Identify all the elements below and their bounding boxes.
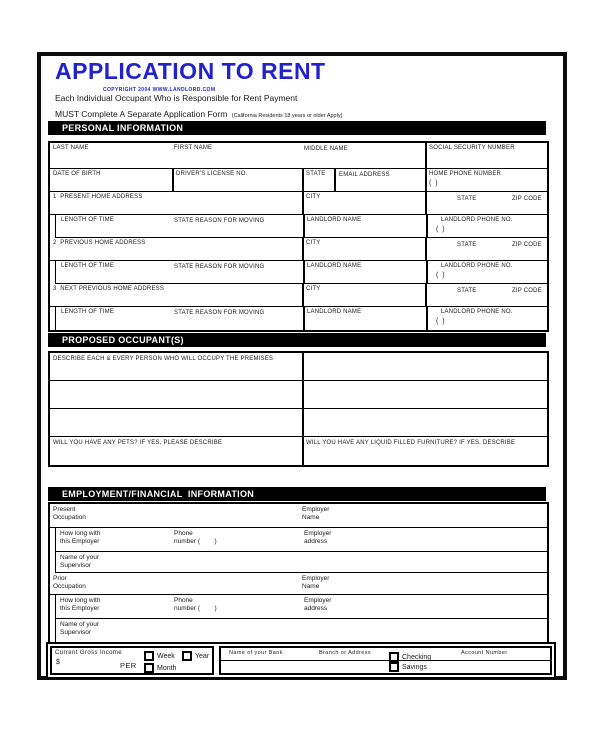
intro-line-2-text: MUST Complete A Separate Application Form — [55, 109, 228, 119]
divider — [425, 192, 427, 214]
checking-label: Checking — [402, 653, 432, 661]
home-phone-label: HOME PHONE NUMBER — [429, 171, 502, 177]
state-label: STATE — [457, 288, 477, 294]
month-checkbox[interactable] — [144, 663, 154, 673]
address-1-label: 1 PRESENT HOME ADDRESS — [53, 194, 143, 200]
reason-moving-label: STATE REASON FOR MOVING — [174, 310, 265, 316]
zip-label: ZIP CODE — [512, 196, 542, 202]
row-identity — [50, 169, 547, 192]
landlord-name-label: LANDLORD NAME — [307, 217, 362, 223]
divider — [172, 169, 174, 191]
landlord-phone-label: LANDLORD PHONE NO. — [441, 309, 513, 315]
supervisor-row-2 — [55, 619, 547, 642]
divider — [303, 307, 305, 330]
city-label: CITY — [306, 286, 321, 292]
savings-label: Savings — [402, 663, 427, 671]
gross-income-box — [50, 646, 214, 675]
section-personal-information: PERSONAL INFORMATION — [48, 121, 546, 135]
divider — [302, 192, 304, 214]
row-address-2 — [50, 238, 547, 261]
divider — [302, 353, 304, 380]
row-length-3 — [55, 307, 547, 330]
week-label: Week — [157, 652, 175, 660]
employer-address-label: Employer address — [304, 530, 332, 545]
row-length-2 — [55, 261, 547, 284]
divider — [425, 284, 427, 306]
divider — [426, 307, 428, 330]
length-of-time-label: LENGTH OF TIME — [61, 217, 115, 223]
divider — [302, 169, 304, 191]
row-address-3 — [50, 284, 547, 307]
branch-address-label: Branch or Address — [319, 650, 372, 656]
divider — [426, 261, 428, 283]
divider — [425, 143, 427, 168]
income-bank-strip — [46, 642, 556, 679]
occupants-row-2 — [50, 381, 547, 409]
how-long-row-1 — [55, 528, 547, 552]
supervisor-label: Name of your Supervisor — [60, 621, 100, 636]
length-of-time-label: LENGTH OF TIME — [61, 263, 115, 269]
page-title: APPLICATION TO RENT — [55, 58, 326, 84]
dollar-sign-label: $ — [56, 659, 61, 666]
employer-name-label: Employer Name — [302, 506, 330, 521]
city-label: CITY — [306, 240, 321, 246]
divider — [303, 261, 305, 283]
gross-income-label: Current Gross Income — [55, 650, 123, 656]
home-phone-paren: ( ) — [429, 180, 439, 187]
supervisor-label: Name of your Supervisor — [60, 554, 100, 569]
landlord-phone-label: LANDLORD PHONE NO. — [441, 217, 513, 223]
prior-occupation-label: Prior Occupation — [53, 575, 86, 590]
landlord-phone-paren: ( ) — [436, 226, 446, 233]
ssn-label: SOCIAL SECURITY NUMBER — [429, 145, 515, 151]
state-label: STATE — [457, 242, 477, 248]
divider — [302, 437, 304, 465]
landlord-phone-paren: ( ) — [436, 318, 446, 325]
employer-address-label: Employer address — [304, 597, 332, 612]
reason-moving-label: STATE REASON FOR MOVING — [174, 218, 265, 224]
city-label: CITY — [306, 194, 321, 200]
copyright-line: COPYRIGHT 2004 WWW.LANDLORD.COM — [103, 87, 216, 93]
prior-occupation-row — [50, 573, 547, 595]
intro-line-2 — [55, 104, 342, 122]
week-option — [144, 651, 175, 661]
how-long-label: How long with this Employer — [60, 530, 101, 545]
bank-box — [219, 646, 552, 675]
drivers-license-label: DRIVER'S LICENSE NO. — [176, 171, 248, 177]
year-option — [182, 651, 209, 661]
personal-information-table — [48, 141, 549, 332]
present-occupation-label: Present Occupation — [53, 506, 86, 521]
landlord-name-label: LANDLORD NAME — [307, 309, 362, 315]
occupants-row-3 — [50, 409, 547, 437]
month-label: Month — [157, 664, 177, 672]
row-address-1 — [50, 192, 547, 215]
savings-checkbox[interactable] — [389, 662, 399, 672]
landlord-name-label: LANDLORD NAME — [307, 263, 362, 269]
describe-occupants-label: DESCRIBE EACH & EVERY PERSON WHO WILL OCCUPY THE PREMISES — [53, 356, 274, 362]
proposed-occupants-table — [48, 351, 549, 467]
employment-table — [48, 502, 549, 644]
state-label: STATE — [306, 171, 326, 177]
account-number-label: Account Number — [461, 650, 508, 656]
week-checkbox[interactable] — [144, 651, 154, 661]
landlord-phone-label: LANDLORD PHONE NO. — [441, 263, 513, 269]
state-label: STATE — [457, 196, 477, 202]
how-long-row-2 — [55, 595, 547, 619]
email-label: EMAIL ADDRESS — [339, 172, 390, 178]
year-checkbox[interactable] — [182, 651, 192, 661]
divider — [302, 381, 304, 408]
divider — [302, 284, 304, 306]
last-name-label: LAST NAME — [53, 145, 89, 151]
divider — [425, 238, 427, 260]
present-occupation-row — [50, 504, 547, 528]
section-proposed-occupants: PROPOSED OCCUPANT(S) — [48, 333, 546, 347]
length-of-time-label: LENGTH OF TIME — [61, 309, 115, 315]
section-employment-financial: EMPLOYMENT/FINANCIAL INFORMATION — [48, 487, 546, 501]
address-3-label: 3 NEXT PREVIOUS HOME ADDRESS — [53, 286, 165, 292]
bank-row-2 — [221, 661, 550, 673]
occupants-row-1 — [50, 353, 547, 381]
divider — [302, 238, 304, 260]
divider — [425, 169, 427, 191]
landlord-phone-paren: ( ) — [436, 272, 446, 279]
zip-label: ZIP CODE — [512, 288, 542, 294]
supervisor-row-1 — [55, 552, 547, 573]
liquid-furniture-question-label: WILL YOU HAVE ANY LIQUID FILLED FURNITURE? IF YES, DESCRIBE — [306, 440, 516, 446]
per-label: PER — [120, 661, 137, 670]
phone-number-label: Phone number ( ) — [174, 597, 217, 612]
bank-name-label: Name of your Bank — [229, 650, 283, 656]
intro-line-2-note: (California Residents 18 years or older Apply) — [231, 113, 343, 119]
middle-name-label: MIDDLE NAME — [304, 146, 348, 152]
form-page — [37, 52, 567, 680]
phone-number-label: Phone number ( ) — [174, 530, 217, 545]
intro-line-1: Each Individual Occupant Who is Responsible for Rent Payment — [55, 93, 298, 103]
reason-moving-label: STATE REASON FOR MOVING — [174, 264, 265, 270]
first-name-label: FIRST NAME — [174, 145, 213, 151]
year-label: Year — [195, 652, 210, 660]
pets-question-label: WILL YOU HAVE ANY PETS? IF YES, PLEASE DESCRIBE — [53, 440, 223, 446]
divider — [302, 409, 304, 436]
row-length-1 — [55, 215, 547, 238]
pets-furniture-row — [50, 437, 547, 465]
how-long-label: How long with this Employer — [60, 597, 101, 612]
row-names — [50, 143, 547, 169]
dob-label: DATE OF BIRTH — [53, 171, 101, 177]
savings-option — [389, 662, 427, 672]
divider — [426, 215, 428, 237]
divider — [334, 169, 336, 191]
address-2-label: 2 PREVIOUS HOME ADDRESS — [53, 240, 146, 246]
zip-label: ZIP CODE — [512, 242, 542, 248]
bank-row-1 — [221, 648, 550, 661]
month-option — [144, 663, 176, 673]
employer-name-label: Employer Name — [302, 575, 330, 590]
divider — [303, 215, 305, 237]
